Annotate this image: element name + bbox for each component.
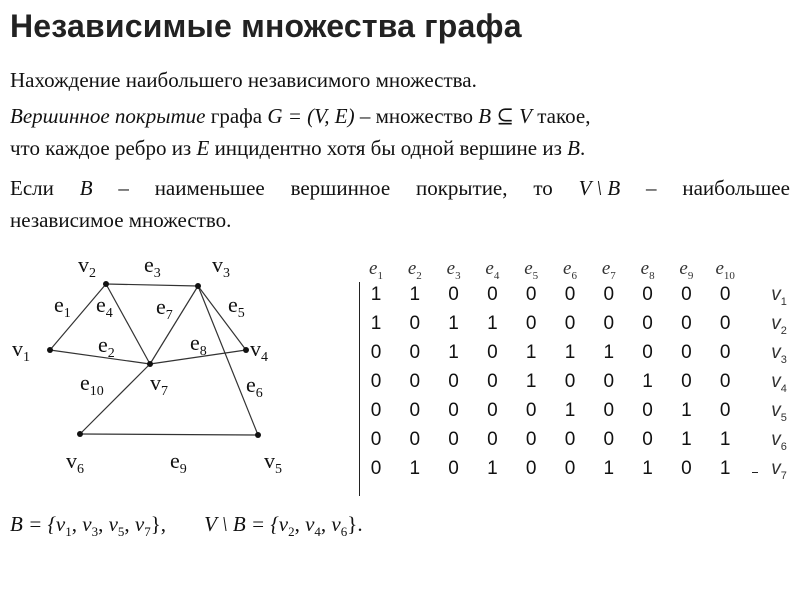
matrix-cell: 0 <box>370 429 382 450</box>
matrix-cell: 0 <box>642 429 653 450</box>
result-sets <box>10 512 363 540</box>
matrix-cell: 0 <box>603 371 615 392</box>
matrix-row-label: $v_3$ <box>771 342 787 366</box>
matrix-column-header: $e_2$ <box>407 258 422 282</box>
graph-vertex-v3 <box>195 283 201 289</box>
text-fragment: такое, <box>531 104 591 128</box>
matrix-cell: 0 <box>370 458 382 479</box>
matrix-cell: 0 <box>642 400 653 421</box>
graph-vertex-v6 <box>77 431 83 437</box>
var-V: V <box>519 104 532 128</box>
matrix-cell: 0 <box>448 458 459 479</box>
edge-label-e3: $e_3$ <box>144 252 161 281</box>
text-line-5: независимое множество. <box>10 208 232 232</box>
matrix-cell: 1 <box>525 371 537 392</box>
matrix-cell: 0 <box>681 458 692 479</box>
matrix-cell: 0 <box>719 313 731 334</box>
text-fragment: графа <box>205 104 268 128</box>
vertex-label-v6: $v_6$ <box>66 448 84 477</box>
matrix-cell: 0 <box>448 429 459 450</box>
matrix-cell: 0 <box>487 429 498 450</box>
text-fragment: – множество <box>354 104 479 128</box>
matrix-cell: 0 <box>370 400 382 421</box>
matrix-row-label: $v_2$ <box>771 313 787 337</box>
edge-label-e2: $e_2$ <box>98 332 115 361</box>
matrix-cell: 0 <box>525 400 537 421</box>
matrix-cell: 1 <box>487 458 498 479</box>
matrix-cell: 0 <box>448 400 459 421</box>
graph-edge-e9 <box>80 434 258 435</box>
matrix-cell: 0 <box>719 342 731 363</box>
graph-vertex-v4 <box>243 347 249 353</box>
graph-edge-e10 <box>80 364 150 434</box>
matrix-column-header: $e_1$ <box>369 258 383 282</box>
matrix-cell: 1 <box>681 400 692 421</box>
text-line-2 <box>10 104 590 129</box>
matrix-cell: 0 <box>719 371 731 392</box>
matrix-cell: 0 <box>564 284 576 305</box>
matrix-cell: 0 <box>487 284 498 305</box>
word: – <box>118 176 129 200</box>
graph-vertex-v5 <box>255 432 261 438</box>
graph-diagram <box>0 240 330 480</box>
edge-label-e6: $e_6$ <box>246 372 263 401</box>
matrix-cell: 0 <box>448 371 459 392</box>
edge-label-e9: $e_9$ <box>170 448 187 477</box>
edge-label-e4: $e_4$ <box>96 292 113 321</box>
word: B <box>79 176 93 200</box>
word: то <box>533 176 553 200</box>
matrix-cell: 0 <box>525 458 537 479</box>
vertex-label-v1: $v_1$ <box>12 336 30 365</box>
graph-vertex-v7 <box>147 361 153 367</box>
matrix-cell: 1 <box>370 284 382 305</box>
matrix-row-label: $v_4$ <box>771 371 787 395</box>
text-line-4 <box>10 176 790 201</box>
matrix-column-header: $e_8$ <box>640 258 655 282</box>
text-line-1: Нахождение наибольшего независимого множества. <box>10 68 477 92</box>
matrix-cell: 1 <box>409 458 421 479</box>
matrix-cell: 0 <box>564 458 576 479</box>
matrix-cell: 0 <box>719 284 731 305</box>
word: наибольшее <box>682 176 790 200</box>
subset-symbol: ⊆ <box>491 104 520 128</box>
edge-label-e5: $e_5$ <box>228 292 245 321</box>
text-fragment: что каждое ребро из <box>10 136 197 160</box>
matrix-cell: 0 <box>525 313 537 334</box>
matrix-cell: 0 <box>642 313 653 334</box>
vertex-label-v2: $v_2$ <box>78 252 96 281</box>
word: наименьшее <box>154 176 265 200</box>
matrix-cell: 1 <box>719 429 731 450</box>
matrix-cell: 0 <box>370 371 382 392</box>
matrix-cell: 0 <box>681 284 692 305</box>
matrix-cell: 0 <box>409 400 421 421</box>
matrix-cell: 0 <box>603 284 615 305</box>
graph-edge-e3 <box>106 284 198 286</box>
matrix-cell: 0 <box>487 371 498 392</box>
set-V-minus-B: V \ $B = \{v_2$, $v_4$, $v_6$}. <box>204 512 363 540</box>
matrix-cell: 0 <box>681 313 692 334</box>
matrix-cell: 1 <box>487 313 498 334</box>
matrix-cell: 1 <box>409 284 421 305</box>
matrix-cell: 1 <box>603 458 615 479</box>
slide-title: Независимые множества графа <box>10 8 522 44</box>
edge-label-e10: $e_{10}$ <box>80 370 104 399</box>
vertex-label-v4: $v_4$ <box>250 336 268 365</box>
graph-vertex-v2 <box>103 281 109 287</box>
matrix-cell: 0 <box>603 400 615 421</box>
vertex-label-v3: $v_3$ <box>212 252 230 281</box>
matrix-cell: 0 <box>603 429 615 450</box>
matrix-cell: 1 <box>681 429 692 450</box>
matrix-column-header: $e_6$ <box>563 258 577 282</box>
matrix-row-label: $v_6$ <box>771 429 787 453</box>
matrix-column-header: $e_7$ <box>601 258 616 282</box>
matrix-cell: 1 <box>642 371 653 392</box>
matrix-cell: 1 <box>719 458 731 479</box>
vertex-label-v7: $v_7$ <box>150 370 168 399</box>
matrix-column-header: $e_3$ <box>446 258 461 282</box>
matrix-row-label: $v_5$ <box>771 400 787 424</box>
matrix-column-header: $e_4$ <box>485 258 500 282</box>
matrix-cell: 1 <box>603 342 615 363</box>
var-B: B <box>567 136 580 160</box>
matrix-cell: 0 <box>370 342 382 363</box>
matrix-right-bracket <box>752 460 758 473</box>
matrix-cell: 0 <box>409 429 421 450</box>
matrix-column-header: $e_5$ <box>524 258 539 282</box>
matrix-column-header: $e_{10}$ <box>715 258 735 282</box>
set-B: $B = \{v_1$, $v_3$, $v_5$, $v_7$}, <box>10 512 167 540</box>
matrix-cell: 0 <box>719 400 731 421</box>
matrix-cell: 0 <box>681 371 692 392</box>
matrix-cell: 0 <box>448 284 459 305</box>
formula-graph: G = (V, E) <box>267 104 355 128</box>
matrix-cell: 1 <box>564 342 576 363</box>
word: – <box>646 176 657 200</box>
matrix-cell: 0 <box>603 313 615 334</box>
matrix-cell: 0 <box>409 342 421 363</box>
matrix-row-label: $v_7$ <box>771 458 787 482</box>
matrix-column-header: $e_9$ <box>679 258 694 282</box>
matrix-cell: 0 <box>564 313 576 334</box>
vertex-label-v5: $v_5$ <box>264 448 282 477</box>
edge-label-e8: $e_8$ <box>190 330 207 359</box>
matrix-cell: 1 <box>448 342 459 363</box>
matrix-cell: 1 <box>370 313 382 334</box>
matrix-cell: 0 <box>409 371 421 392</box>
text-line-3 <box>10 136 585 161</box>
word: Если <box>10 176 54 200</box>
term-vertex-cover: Вершинное покрытие <box>10 104 206 128</box>
matrix-cell: 0 <box>525 429 537 450</box>
word: V \ B <box>578 176 621 200</box>
matrix-cell: 0 <box>681 342 692 363</box>
word: вершинное <box>290 176 391 200</box>
text-fragment: . <box>579 136 586 160</box>
var-E: E <box>196 136 210 160</box>
var-B: B <box>478 104 492 128</box>
graph-vertex-v1 <box>47 347 53 353</box>
matrix-cell: 1 <box>564 400 576 421</box>
matrix-cell: 0 <box>564 429 576 450</box>
matrix-cell: 0 <box>642 342 653 363</box>
matrix-cell: 1 <box>525 342 537 363</box>
matrix-cell: 0 <box>409 313 421 334</box>
matrix-cell: 0 <box>487 342 498 363</box>
edge-label-e7: $e_7$ <box>156 294 173 323</box>
matrix-cell: 0 <box>525 284 537 305</box>
matrix-cell: 1 <box>448 313 459 334</box>
word: покрытие, <box>415 176 508 200</box>
matrix-cell: 1 <box>642 458 653 479</box>
edge-label-e1: $e_1$ <box>54 292 71 321</box>
text-fragment: инцидентно хотя бы одной вершине из <box>209 136 568 160</box>
matrix-cell: 0 <box>642 284 653 305</box>
matrix-cell: 0 <box>564 371 576 392</box>
matrix-row-label: $v_1$ <box>771 284 787 308</box>
matrix-cell: 0 <box>487 400 498 421</box>
